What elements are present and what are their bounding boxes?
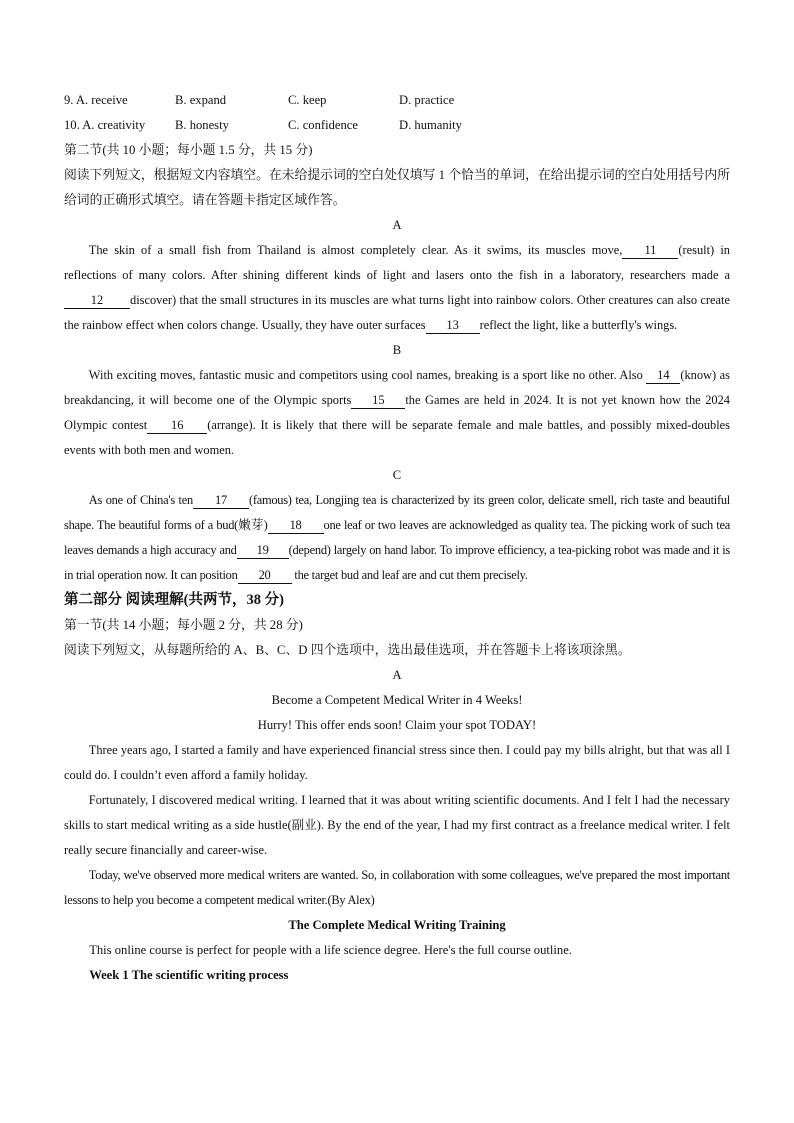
passage-b-text (64, 363, 730, 463)
section2-title: 第二节(共 10 小题；每小题 1.5 分，共 15 分) (64, 143, 313, 157)
passage-c-text-1: As one of China's ten (88, 493, 193, 507)
blank-14[interactable]: 14 (646, 367, 680, 384)
part2-title: 第二部分 阅读理解(共两节，38 分) (64, 592, 284, 608)
question-9-options (64, 88, 730, 113)
blank-11[interactable]: 11 (622, 242, 678, 259)
reading-a-paragraph-1: Three years ago, I started a family and have experienced financial stress since then. I could pay my bills alright, but that was all I could do. I couldn’t even afford a family holiday. (64, 743, 730, 782)
blank-18[interactable]: 18 (268, 517, 324, 534)
passage-b-text-4: (arrange). It is likely that there will be separate female and male battles, and possibly mixed-doubles events with both men and women. (64, 418, 730, 457)
question-10-options (64, 113, 730, 138)
q9-option-b: B. expand (175, 93, 227, 107)
blank-19[interactable]: 19 (237, 542, 289, 559)
reading-a-headline-1: Become a Competent Medical Writer in 4 Weeks! (271, 693, 523, 707)
q9-option-a: 9. A. receive (64, 93, 128, 107)
blank-12[interactable]: 12 (64, 292, 130, 309)
passage-b-label: B (392, 343, 402, 357)
q9-option-c: C. keep (288, 93, 327, 107)
reading-a-headline-2: Hurry! This offer ends soon! Claim your spot TODAY! (257, 718, 537, 732)
passage-a-text-4: reflect the light, like a butterfly's wings. (479, 318, 678, 332)
passage-b-text-2: (know) as breakdancing, it will become one of the Olympic sports (64, 368, 730, 407)
course-intro: This online course is perfect for people with a life science degree. Here's the full course outline. (89, 943, 572, 957)
exam-page (64, 88, 730, 988)
reading-a-label: A (392, 668, 402, 682)
passage-c-text-4: (depend) largely on hand labor. To improve efficiency, a tea-picking robot was made and it is in trial operation now. It can position (64, 543, 730, 582)
passage-c-text (64, 488, 730, 588)
blank-20[interactable]: 20 (238, 567, 292, 584)
course-title: The Complete Medical Writing Training (288, 918, 506, 932)
section2-instructions: 阅读下列短文，根据短文内容填空。在未给提示词的空白处仅填写 1 个恰当的单词，在给出提示词的空白处用括号内所给词的正确形式填空。请在答题卡指定区域作答。 (64, 168, 730, 207)
q10-option-d: D. humanity (399, 118, 462, 132)
q10-option-a: 10. A. creativity (64, 118, 146, 132)
week-1-heading: Week 1 The scientific writing process (89, 968, 289, 982)
q10-option-b: B. honesty (175, 118, 229, 132)
passage-b-text-1: With exciting moves, fantastic music and competitors using cool names, breaking is a sport like no other. Also (88, 368, 643, 382)
part2-instructions: 阅读下列短文，从每题所给的 A、B、C、D 四个选项中，选出最佳选项，并在答题卡上将该项涂黑。 (64, 643, 631, 657)
passage-a-text-3: discover) that the small structures in its muscles are what turns light into rainbow colors. Other creatures can also create the rainbow effect when colors change. Usually, they have outer surfaces (64, 293, 730, 332)
passage-c-text-3: one leaf or two leaves are acknowledged as quality tea. The picking work of such tea leaves demands a high accuracy and (64, 518, 730, 557)
passage-a-text-2: (result) in reflections of many colors. After shining different kinds of light and lasers onto the fish in a laboratory, researchers made a (64, 243, 730, 282)
q10-option-c: C. confidence (288, 118, 358, 132)
part2-section1-title: 第一节(共 14 小题；每小题 2 分，共 28 分) (64, 618, 303, 632)
reading-a-paragraph-2: Fortunately, I discovered medical writing. I learned that it was about writing scientific documents. And I felt I had the necessary skills to start medical writing as a side hustle(副业). By the end of the year, I had my first contract as a freelance medical writer. I felt really secure financially and career-wise. (64, 793, 730, 857)
reading-a-paragraph-3: Today, we've observed more medical writers are wanted. So, in collaboration with some colleagues, we've prepared the most important lessons to help you become a competent medical writer.(By Alex) (64, 868, 730, 907)
blank-17[interactable]: 17 (193, 492, 249, 509)
passage-c-text-2: (famous) tea, Longjing tea is characterized by its green color, delicate smell, rich taste and beautiful shape. The beautiful forms of a bud(嫩芽) (64, 493, 730, 532)
blank-13[interactable]: 13 (426, 317, 480, 334)
q9-option-d: D. practice (399, 93, 455, 107)
passage-c-text-5: the target bud and leaf are and cut them precisely. (294, 568, 528, 582)
passage-a-text-1: The skin of a small fish from Thailand is almost completely clear. As it swims, its muscles move, (88, 243, 623, 257)
blank-16[interactable]: 16 (147, 417, 207, 434)
passage-a-text (64, 238, 730, 338)
passage-b-text-3: the Games are held in 2024. It is not yet known how the 2024 Olympic contest (64, 393, 730, 432)
passage-a-label: A (392, 218, 402, 232)
blank-15[interactable]: 15 (351, 392, 405, 409)
passage-c-label: C (392, 468, 402, 482)
